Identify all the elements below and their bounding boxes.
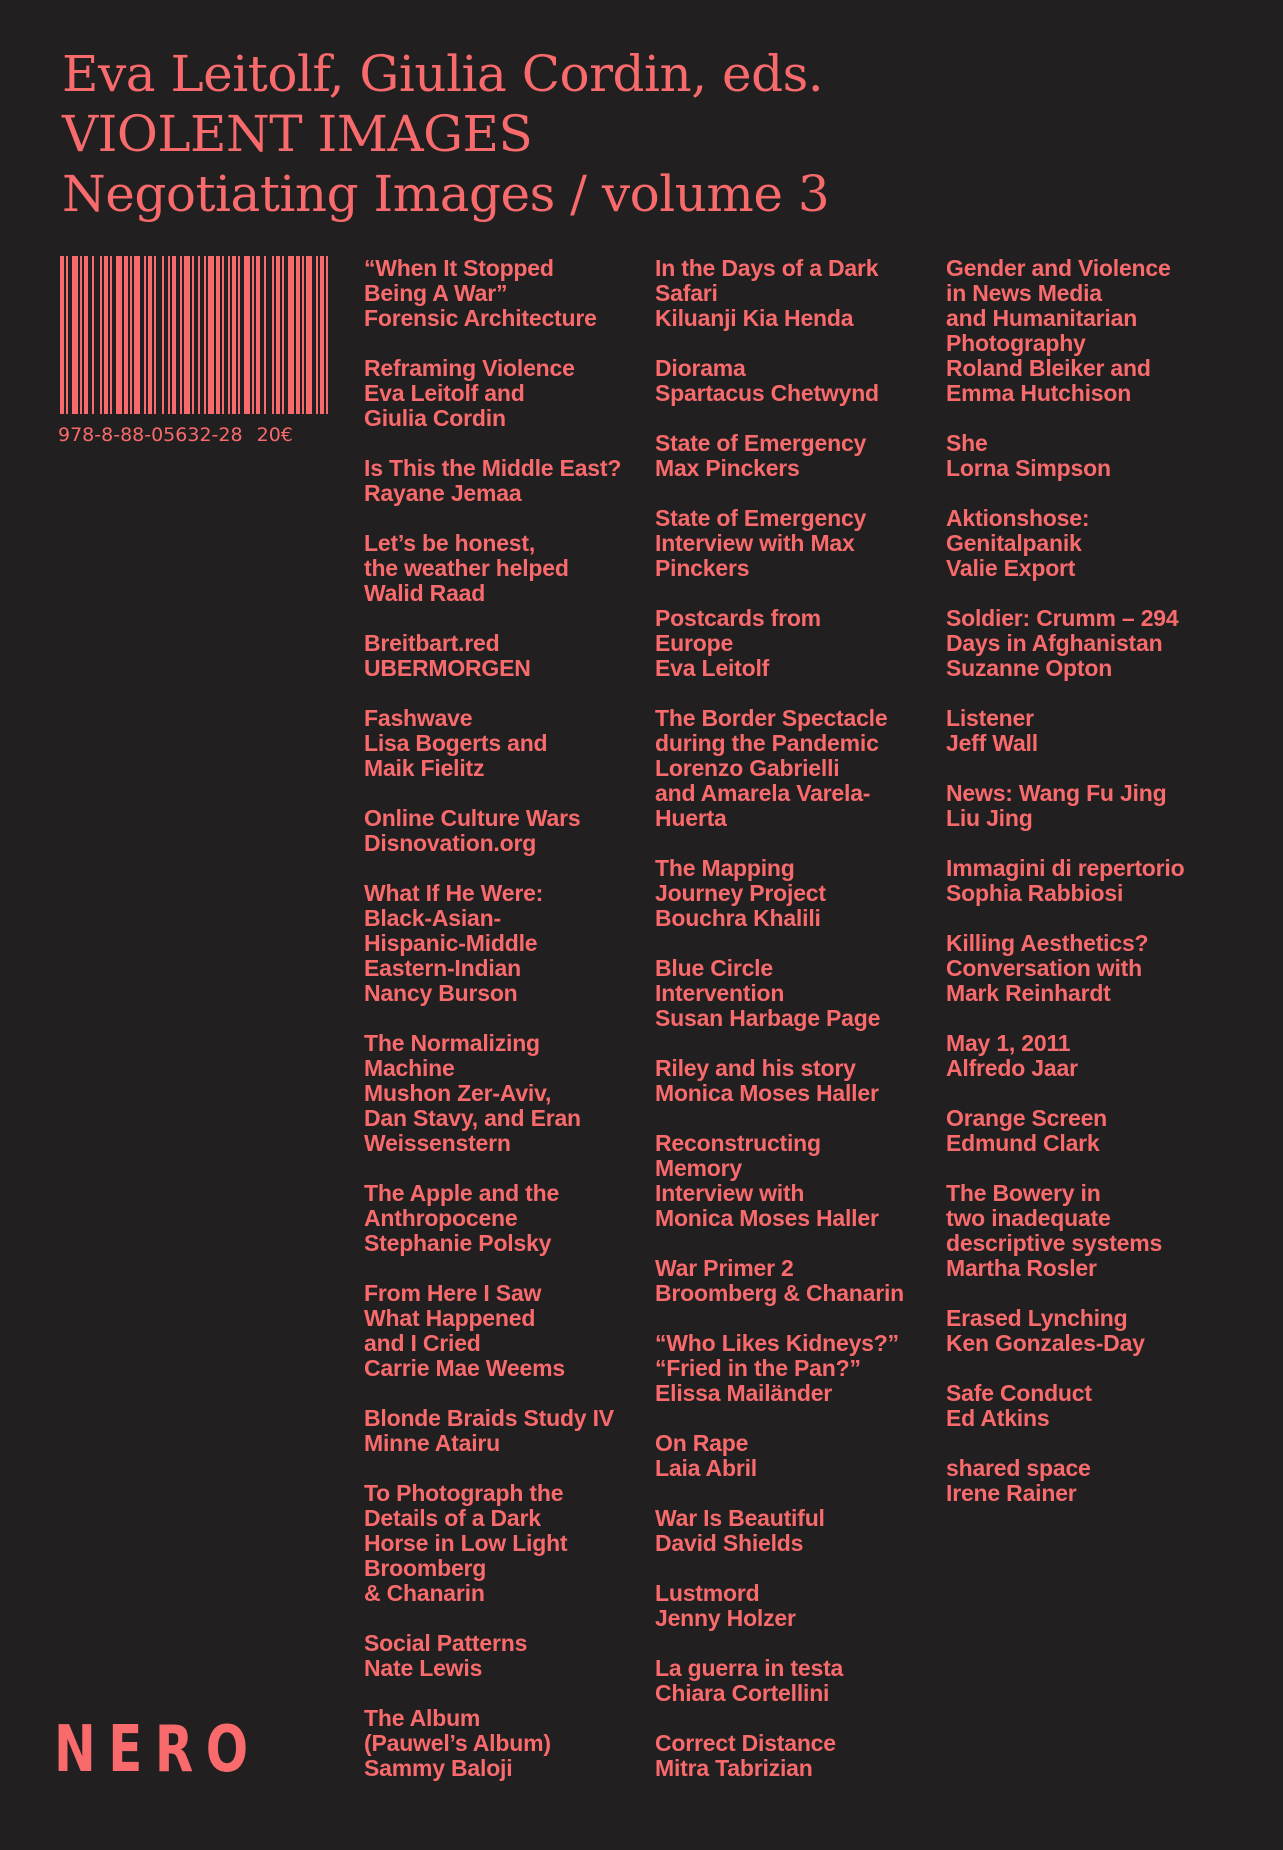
contents-entry-line: May 1, 2011 — [946, 1030, 1071, 1056]
contents-entry-line: Online Culture Wars — [364, 805, 581, 831]
contents-entry-line: Machine — [364, 1055, 455, 1081]
contents-entry-line: Dan Stavy, and Eran — [364, 1105, 581, 1131]
contents-entry-line: Max Pinckers — [655, 455, 800, 481]
barcode-bar — [228, 256, 230, 414]
contents-entry-line: Kiluanji Kia Henda — [655, 305, 854, 331]
contents-entry — [655, 956, 945, 1031]
contents-entry-line: The Mapping — [655, 855, 795, 881]
contents-entry-line: Susan Harbage Page — [655, 1005, 881, 1031]
contents-entry-line: “Fried in the Pan?” — [655, 1355, 861, 1381]
contents-entry-line: Martha Rosler — [946, 1255, 1097, 1281]
contents-entry — [655, 256, 945, 331]
barcode-bar — [244, 256, 250, 414]
barcode-bar — [198, 256, 200, 414]
contents-entry-line: Reconstructing — [655, 1130, 821, 1156]
contents-entry-line: Is This the Middle East? — [364, 455, 622, 481]
contents-entry — [946, 1106, 1236, 1156]
contents-entry-line: Erased Lynching — [946, 1305, 1128, 1331]
contents-entry-line: Lorenzo Gabrielli — [655, 755, 840, 781]
contents-entry — [946, 431, 1236, 481]
contents-entry-line: and I Cried — [364, 1330, 481, 1356]
book-title: VIOLENT IMAGES — [62, 105, 533, 163]
contents-entry-line: in News Media — [946, 280, 1102, 306]
contents-entry — [655, 1656, 945, 1706]
contents-entry-line: From Here I Saw — [364, 1280, 542, 1306]
contents-entry-line: Photography — [946, 330, 1086, 356]
contents-entry-line: Jenny Holzer — [655, 1605, 796, 1631]
contents-entry — [946, 256, 1236, 406]
contents-entry-line: Giulia Cordin — [364, 405, 506, 431]
barcode-bar — [222, 256, 224, 414]
contents-entry-line: Eva Leitolf — [655, 655, 770, 681]
contents-entry — [364, 1281, 654, 1381]
contents-entry-line: Aktionshose: — [946, 505, 1090, 531]
barcode-bar — [296, 256, 300, 414]
series-line: Negotiating Images / volume 3 — [62, 165, 830, 223]
contents-entry-line: Ken Gonzales-Day — [946, 1330, 1145, 1356]
barcode-bar — [134, 256, 140, 414]
contents-entry-line: Blonde Braids Study IV — [364, 1405, 614, 1431]
contents-entry — [364, 1031, 654, 1156]
contents-entry — [655, 1131, 945, 1231]
contents-entry — [946, 781, 1236, 831]
barcode-bar — [208, 256, 214, 414]
contents-entry-line: Roland Bleiker and — [946, 355, 1151, 381]
barcode-bar — [80, 256, 82, 414]
contents-entry — [655, 1256, 945, 1306]
contents-entry — [655, 1581, 945, 1631]
barcode-bar — [66, 256, 68, 414]
contents-entry-line: Emma Hutchison — [946, 380, 1132, 406]
isbn-number: 978-8-88-05632-28 — [58, 424, 243, 446]
contents-entry-line: and Humanitarian — [946, 305, 1138, 331]
contents-entry — [655, 606, 945, 681]
contents-entry — [946, 856, 1236, 906]
contents-entry — [364, 706, 654, 781]
contents-entry-line: Alfredo Jaar — [946, 1055, 1078, 1081]
contents-entry-line: Jeff Wall — [946, 730, 1038, 756]
isbn-price-line — [58, 424, 301, 446]
barcode-bar — [252, 256, 254, 414]
barcode-bar — [192, 256, 194, 414]
contents-entry-line: Reframing Violence — [364, 355, 575, 381]
contents-entry-line: Suzanne Opton — [946, 655, 1113, 681]
contents-entry — [364, 631, 654, 681]
contents-entry-line: Gender and Violence — [946, 255, 1171, 281]
barcode-bar — [124, 256, 128, 414]
contents-entry-line: Black-Asian- — [364, 905, 501, 931]
publisher-logo: NERO — [54, 1713, 261, 1787]
contents-entry-line: Spartacus Chetwynd — [655, 380, 879, 406]
contents-entry — [946, 1181, 1236, 1281]
contents-entry-line: Anthropocene — [364, 1205, 518, 1231]
barcode-bar — [184, 256, 190, 414]
contents-entry-line: & Chanarin — [364, 1580, 485, 1606]
contents-entry-line: Liu Jing — [946, 805, 1033, 831]
contents-entry — [655, 506, 945, 581]
contents-entry — [946, 1381, 1236, 1431]
barcode-bar — [116, 256, 122, 414]
contents-entry — [364, 1706, 654, 1781]
contents-entry-line: The Bowery in — [946, 1180, 1101, 1206]
contents-entry-line: Conversation with — [946, 955, 1142, 981]
contents-entry-line: Immagini di repertorio — [946, 855, 1185, 881]
contents-entry-line: Blue Circle — [655, 955, 773, 981]
contents-entry-line: Broomberg — [364, 1555, 487, 1581]
contents-entry-line: Intervention — [655, 980, 785, 1006]
contents-entry-line: Interview with — [655, 1180, 805, 1206]
contents-entry-line: Chiara Cortellini — [655, 1680, 830, 1706]
contents-entry-line: Days in Afghanistan — [946, 630, 1163, 656]
contents-entry-line: the weather helped — [364, 555, 569, 581]
contents-entry-line: “When It Stopped — [364, 255, 554, 281]
barcode-bar — [204, 256, 206, 414]
contents-entry — [364, 881, 654, 1006]
contents-entry-line: Nancy Burson — [364, 980, 518, 1006]
contents-entry-line: Mitra Tabrizian — [655, 1755, 813, 1781]
contents-entry — [364, 1631, 654, 1681]
contents-entry-line: The Album — [364, 1705, 481, 1731]
contents-entry-line: Carrie Mae Weems — [364, 1355, 565, 1381]
barcode-bar — [306, 256, 312, 414]
contents-entry-line: Breitbart.red — [364, 630, 500, 656]
contents-entry-line: Listener — [946, 705, 1034, 731]
cover-header — [62, 44, 829, 224]
contents-entry-line: Genitalpanik — [946, 530, 1082, 556]
contents-entry — [655, 1731, 945, 1781]
barcode-bar — [60, 256, 64, 414]
contents-entry-line: UBERMORGEN — [364, 655, 531, 681]
barcode-bar — [100, 256, 102, 414]
contents-entry-line: Interview with Max — [655, 530, 855, 556]
contents-entry-line: The Border Spectacle — [655, 705, 888, 731]
barcode-bar — [168, 256, 170, 414]
contents-entry — [946, 1456, 1236, 1506]
contents-entry-line: and Amarela Varela- — [655, 780, 871, 806]
contents-entry-line: Sophia Rabbiosi — [946, 880, 1124, 906]
contents-entry-line: descriptive systems — [946, 1230, 1163, 1256]
contents-entry-line: Orange Screen — [946, 1105, 1108, 1131]
contents-entry — [364, 806, 654, 856]
contents-entry-line: Social Patterns — [364, 1630, 528, 1656]
contents-entry-line: Hispanic-Middle — [364, 930, 538, 956]
barcode-bar — [72, 256, 78, 414]
contents-entry-line: Memory — [655, 1155, 742, 1181]
contents-entry-line: Details of a Dark — [364, 1505, 541, 1531]
contents-entry-line: On Rape — [655, 1430, 749, 1456]
contents-entry — [364, 1181, 654, 1256]
contents-entry — [655, 1431, 945, 1481]
contents-entry-line: Being A War” — [364, 280, 508, 306]
contents-entry-line: Minne Atairu — [364, 1430, 501, 1456]
contents-entry-line: Forensic Architecture — [364, 305, 597, 331]
contents-entry-line: In the Days of a Dark — [655, 255, 879, 281]
contents-column-1 — [364, 256, 654, 1806]
contents-entry-line: Laia Abril — [655, 1455, 757, 1481]
contents-entry-line: Riley and his story — [655, 1055, 856, 1081]
contents-entry — [364, 1406, 654, 1456]
contents-entry — [655, 1331, 945, 1406]
barcode-bar — [148, 256, 152, 414]
contents-entry-line: Postcards from — [655, 605, 821, 631]
contents-entry-line: Maik Fielitz — [364, 755, 485, 781]
contents-entry — [655, 706, 945, 831]
contents-entry-line: “Who Likes Kidneys?” — [655, 1330, 899, 1356]
barcode-bar — [276, 256, 280, 414]
contents-entry-line: La guerra in testa — [655, 1655, 844, 1681]
contents-entry-line: Europe — [655, 630, 734, 656]
contents-entry-line: Diorama — [655, 355, 746, 381]
contents-entry-line: What Happened — [364, 1305, 536, 1331]
barcode-bar — [180, 256, 182, 414]
contents-entry-line: Walid Raad — [364, 580, 486, 606]
barcode-bar — [264, 256, 266, 414]
contents-entry-line: News: Wang Fu Jing — [946, 780, 1167, 806]
contents-entry-line: Huerta — [655, 805, 727, 831]
barcode-bar — [84, 256, 88, 414]
barcode-bar — [326, 256, 328, 414]
contents-entry-line: Fashwave — [364, 705, 473, 731]
barcode-bar — [302, 256, 304, 414]
barcode-bar — [272, 256, 274, 414]
contents-entry-line: Rayane Jemaa — [364, 480, 522, 506]
contents-entry-line: Valie Export — [946, 555, 1076, 581]
contents-entry-line: Ed Atkins — [946, 1405, 1050, 1431]
contents-entry — [946, 706, 1236, 756]
barcode-bar — [110, 256, 112, 414]
contents-entry — [655, 431, 945, 481]
editors-line: Eva Leitolf, Giulia Cordin, eds. — [62, 45, 824, 103]
contents-entry-line: Eastern-Indian — [364, 955, 521, 981]
price: 20€ — [256, 424, 293, 446]
barcode-bar — [320, 256, 324, 414]
contents-entry-line: Mushon Zer-Aviv, — [364, 1080, 552, 1106]
barcode-bar — [104, 256, 108, 414]
barcode-bar — [144, 256, 146, 414]
contents-entry-line: State of Emergency — [655, 430, 867, 456]
contents-entry-line: Let’s be honest, — [364, 530, 536, 556]
contents-entry-line: David Shields — [655, 1530, 804, 1556]
contents-entry-line: War Is Beautiful — [655, 1505, 825, 1531]
contents-entry-line: Bouchra Khalili — [655, 905, 821, 931]
contents-entry-line: Lisa Bogerts and — [364, 730, 548, 756]
contents-entry-line: The Apple and the — [364, 1180, 560, 1206]
contents-entry-line: Safari — [655, 280, 718, 306]
contents-entry-line: Monica Moses Haller — [655, 1080, 879, 1106]
contents-entry-line: Nate Lewis — [364, 1655, 483, 1681]
contents-entry-line: (Pauwel’s Album) — [364, 1730, 551, 1756]
contents-entry-line: Irene Rainer — [946, 1480, 1077, 1506]
contents-entry-line: Edmund Clark — [946, 1130, 1100, 1156]
contents-entry-line: shared space — [946, 1455, 1091, 1481]
barcode — [60, 256, 328, 414]
contents-entry-line: Broomberg & Chanarin — [655, 1280, 905, 1306]
contents-entry-line: Safe Conduct — [946, 1380, 1092, 1406]
contents-entry — [364, 1481, 654, 1606]
contents-entry-line: Correct Distance — [655, 1730, 836, 1756]
contents-entry-line: War Primer 2 — [655, 1255, 794, 1281]
contents-entry-line: What If He Were: — [364, 880, 544, 906]
contents-entry-line: two inadequate — [946, 1205, 1111, 1231]
contents-entry — [364, 356, 654, 431]
contents-entry — [655, 356, 945, 406]
barcode-bar — [316, 256, 318, 414]
contents-entry-line: Eva Leitolf and — [364, 380, 525, 406]
contents-entry — [946, 606, 1236, 681]
contents-entry-line: State of Emergency — [655, 505, 867, 531]
contents-entry — [946, 1306, 1236, 1356]
contents-column-2 — [655, 256, 945, 1806]
contents-entry-line: during the Pandemic — [655, 730, 879, 756]
contents-entry — [655, 1056, 945, 1106]
contents-entry-line: She — [946, 430, 988, 456]
barcode-bar — [92, 256, 94, 414]
contents-entry — [946, 931, 1236, 1006]
barcode-bar — [238, 256, 240, 414]
contents-entry-line: To Photograph the — [364, 1480, 564, 1506]
contents-entry — [364, 256, 654, 331]
barcode-bar — [216, 256, 220, 414]
contents-entry-line: Sammy Baloji — [364, 1755, 513, 1781]
contents-entry-line: Soldier: Crumm – 294 — [946, 605, 1179, 631]
contents-entry — [655, 1506, 945, 1556]
barcode-bar — [154, 256, 156, 414]
barcode-bar — [288, 256, 294, 414]
barcode-bar — [162, 256, 164, 414]
contents-entry-line: Horse in Low Light — [364, 1530, 568, 1556]
contents-entry-line: Stephanie Polsky — [364, 1230, 552, 1256]
contents-entry-line: Elissa Mailänder — [655, 1380, 833, 1406]
barcode-bar — [256, 256, 260, 414]
contents-column-3 — [946, 256, 1236, 1531]
contents-entry — [364, 456, 654, 506]
contents-entry-line: Journey Project — [655, 880, 826, 906]
contents-entry — [946, 506, 1236, 581]
contents-entry-line: Lorna Simpson — [946, 455, 1111, 481]
barcode-bar — [172, 256, 176, 414]
contents-entry-line: Weissenstern — [364, 1130, 511, 1156]
contents-entry-line: Lustmord — [655, 1580, 760, 1606]
contents-entry — [364, 531, 654, 606]
contents-entry-line: Mark Reinhardt — [946, 980, 1111, 1006]
barcode-bar — [130, 256, 132, 414]
barcode-bar — [282, 256, 284, 414]
contents-entry-line: The Normalizing — [364, 1030, 540, 1056]
contents-entry-line: Disnovation.org — [364, 830, 537, 856]
contents-entry-line: Killing Aesthetics? — [946, 930, 1149, 956]
contents-entry — [655, 856, 945, 931]
contents-entry-line: Pinckers — [655, 555, 750, 581]
barcode-bar — [232, 256, 236, 414]
contents-entry — [946, 1031, 1236, 1081]
contents-entry-line: Monica Moses Haller — [655, 1205, 879, 1231]
